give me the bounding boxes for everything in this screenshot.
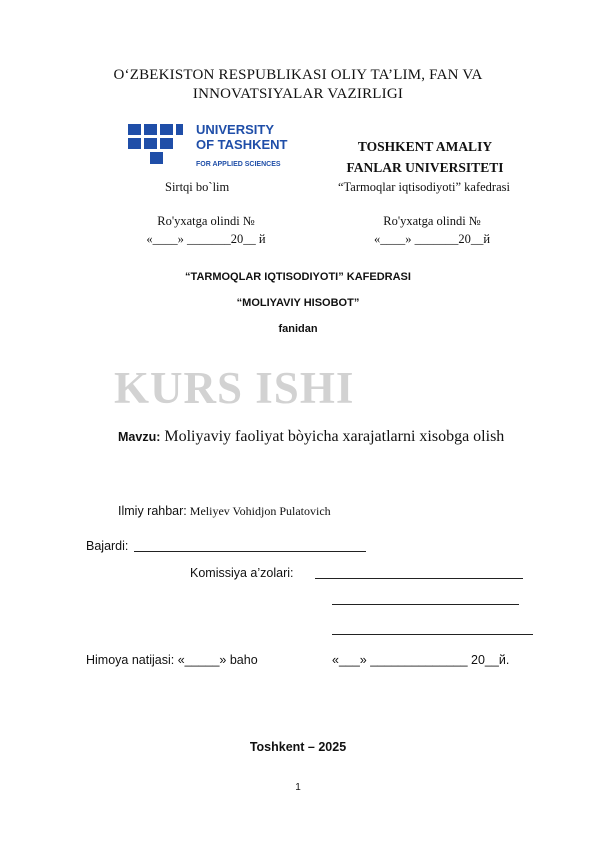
ministry-title [0,66,596,104]
topic-label: Mavzu: [118,430,161,444]
logo-text-1: UNIVERSITY [196,122,275,137]
university-logo [128,120,288,168]
university-name [340,136,510,178]
student-signature-line [134,551,366,552]
topic [118,428,504,446]
registration-right [332,212,532,248]
registration-left [106,212,306,248]
logo-text-3: FOR APPLIED SCIENCES [196,161,281,168]
registration-right-label: Ro'yxatga olindi № [383,214,481,228]
commission-line-1 [315,578,523,579]
kafedra-title: “TARMOQLAR IQTISODIYOTI” KAFEDRASI [185,271,411,283]
supervisor [118,502,331,520]
registration-right-date: «____» _______20__й [373,232,491,246]
department-right: “Tarmoqlar iqtisodiyoti” kafedrasi [338,180,510,194]
supervisor-name: Meliyev Vohidjon Pulatovich [186,504,331,518]
supervisor-label: Ilmiy rahbar: [118,504,187,518]
commission-label: Komissiya a’zolari: [190,566,294,580]
registration-left-date: «____» _______20__ й [146,232,266,246]
university-line-2: FANLAR UNIVERSITETI [346,160,504,175]
commission-line-3 [332,634,533,635]
city-year: Toshkent – 2025 [249,740,347,754]
work-type-heading: KURS ISHI [114,363,355,413]
student-label: Bajardi: [86,539,129,553]
registration-left-label: Ro'yxatga olindi № [157,214,255,228]
ministry-line-2: INNOVATSIYALAR VAZIRLIGI [192,86,404,102]
commission-line-2 [332,604,519,605]
department-left: Sirtqi bo`lim [165,180,230,194]
topic-value: Moliyaviy faoliyat bòyicha xarajatlarni xisobga olish [160,428,505,445]
logo-text-2: OF TASHKENT [196,137,288,152]
page-number: 1 [295,782,301,793]
university-line-1: TOSHKENT AMALIY [357,139,493,154]
ministry-line-1: O‘ZBEKISTON RESPUBLIKASI OLIY TA’LIM, FAN VA [113,67,483,83]
logo-mark [128,124,183,164]
fanidan-label: fanidan [278,323,318,335]
subject-title: “MOLIYAVIY HISOBOT” [236,297,360,309]
defense-result: Himoya natijasi: «_____» baho [86,653,258,667]
defense-date: «___» ______________ 20__й. [332,653,510,667]
